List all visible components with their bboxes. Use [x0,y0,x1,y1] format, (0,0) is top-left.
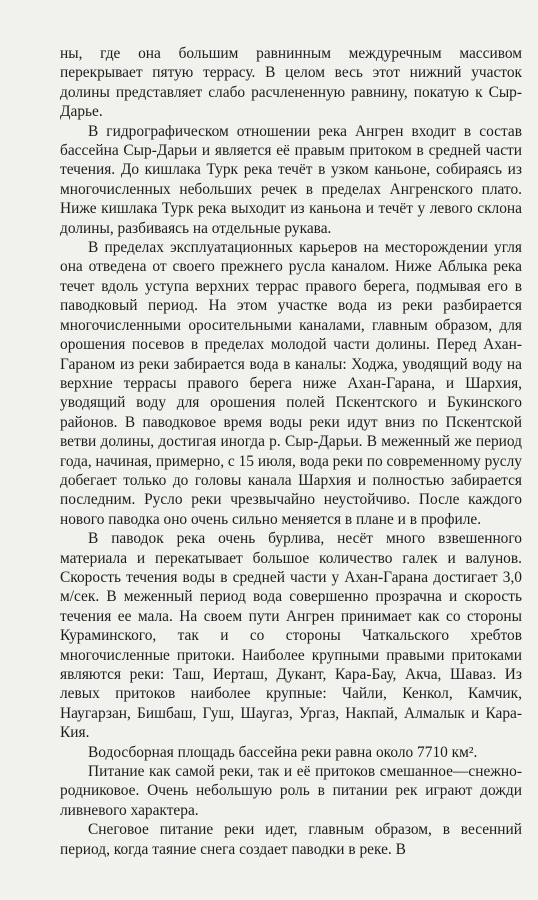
paragraph-river-feeding: Питание как самой реки, так и её притоков смешанное—снежно-родниковое. Очень небольшую роль в питании рек играют дожди ливневого характера. [60,763,522,819]
paragraph-flood-tributaries: В паводок река очень бурлива, несёт много взвешенного материала и перекатывает большое количество галек и валунов. Скорость течения воды в средней части у Ахан-Гарана достигает 3,0 м/сек. В меженный период вода совершенно прозрачна и скорость течения ее мала. На своем пути Ангрен принимает как со стороны Кураминского, так и со стороны Чаткальского хребтов многочисленные притоки. Наиболее крупными правыми притоками являются реки: Таш, Иерташ, Дукант, Кара-Бау, Акча, Шаваз. Из левых притоков наиболее крупные: Чайли, Кенкол, Камчик, Наугарзан, Бишбаш, Гуш, Шаугаз, Ургаз, Накпай, Алмалык и Кара-Кия. [60,530,522,742]
paragraph-basin-area: Водосборная площадь бассейна реки равна около 7710 км². [88,743,478,761]
paragraph-snow-feeding: Снеговое питание реки идет, главным образом, в весенний период, когда таяние снега создает паводки в реке. В [60,821,522,858]
paragraph-hydrography: В гидрографическом отношении река Ангрен входит в состав бассейна Сыр-Дарьи и является её правым притоком в средней части течения. До кишлака Турк река течёт в узком каньоне, собираясь из многочисленных небольших речек в пределах Ангренского плато. Ниже кишлака Турк река выходит из каньона и течёт у левого склона долины, разбиваясь на отдельные рукава. [60,122,522,237]
paragraph-continuation: ны, где она большим равнинным междуречным массивом перекрывает пятую террасу. В целом весь этот нижний участок долины представляет слабо расчлененную равнину, покатую к Сыр-Дарье. [60,45,522,121]
paragraph-quarries-canals: В пределах эксплуатационных карьеров на месторождении угля она отведена от своего прежнего русла каналом. Ниже Аблыка река течет вдоль уступа верхних террас правого берега, подмывая его в паводковый период. На этом участке вода из реки разбирается многочисленными оросительными каналами, главным образом, для орошения посевов в пределах молодой части долины. Перед Ахан-Гараном из реки забирается вода в каналы: Ходжа, уводящий воду на верхние террасы правого берега ниже Ахан-Гарана, и Шархия, уводящий воду для орошения полей Пскентского и Букинского районов. В паводковое время воды реки идут вниз по Пскентской ветви долины, достигая иногда р. Сыр-Дарьи. В меженный же период года, начиная, примерно, с 15 июля, вода реки по современному руслу добегает только до головы канала Шархия и полностью забирается последним. Русло реки чрезвычайно неустойчиво. После каждого нового паводка оно очень сильно меняется в плане и в профиле. [60,239,522,528]
